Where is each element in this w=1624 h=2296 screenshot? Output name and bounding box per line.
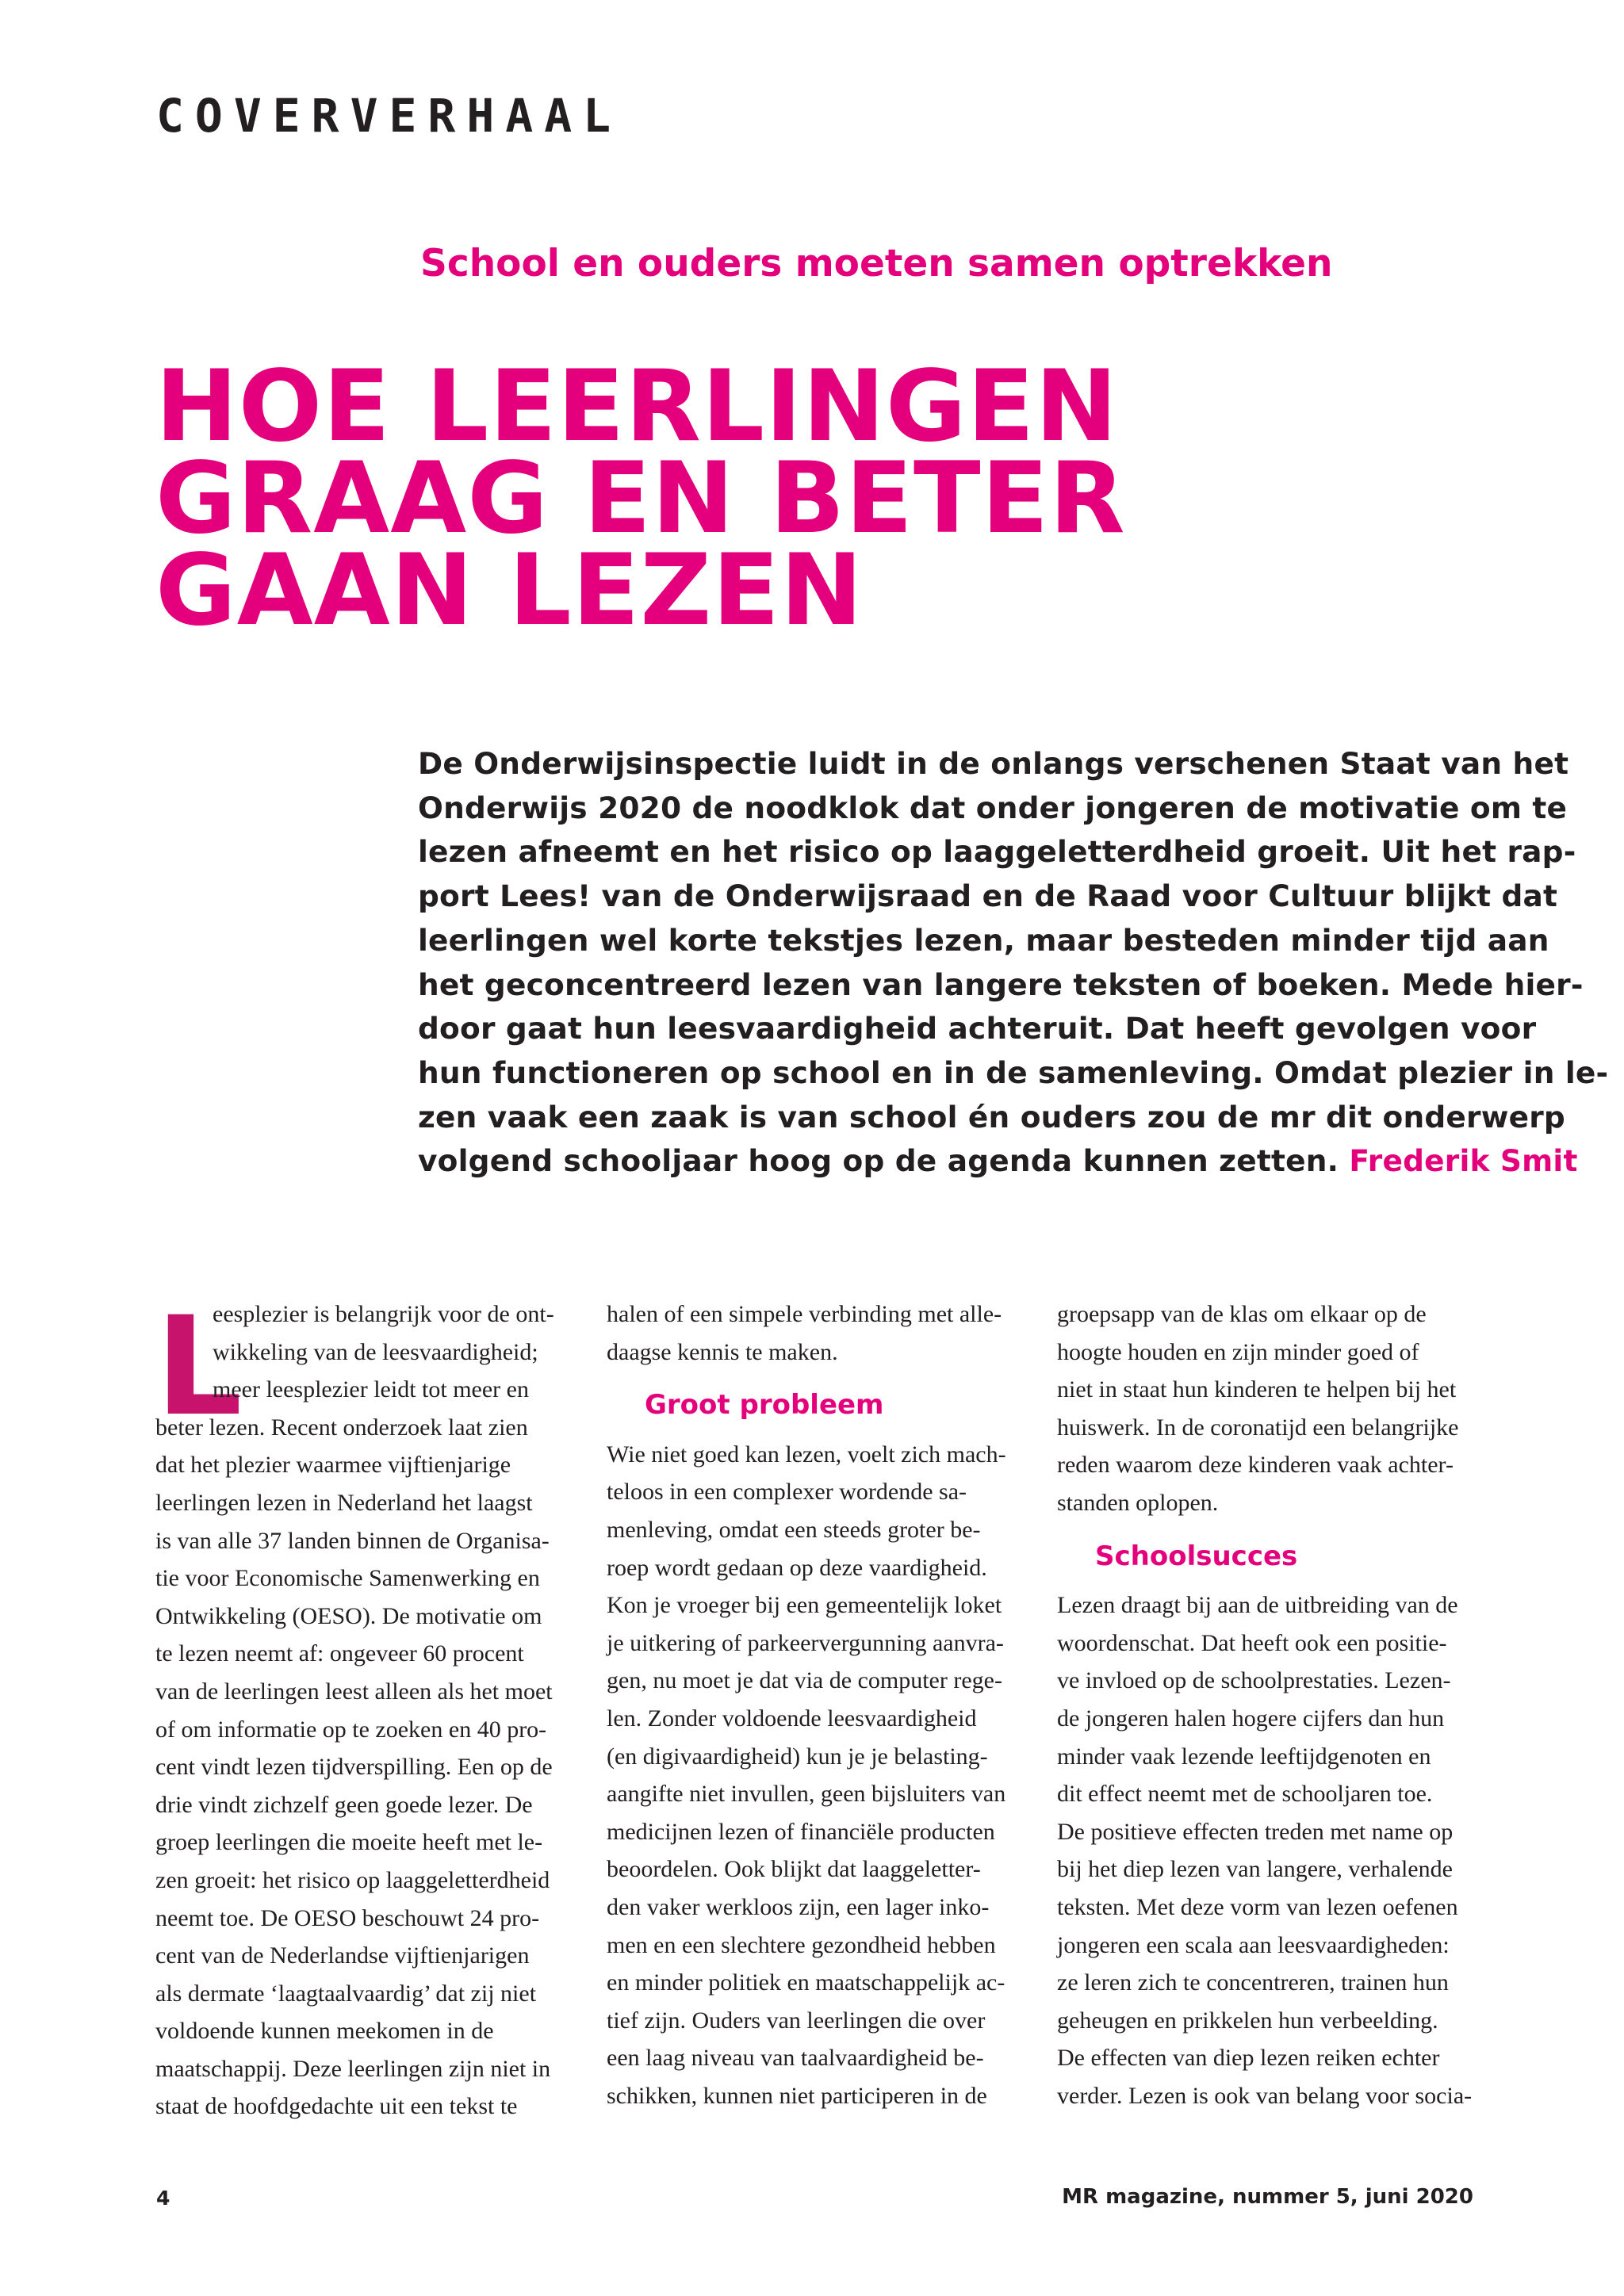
body-line: Wie niet goed kan lezen, voelt zich mach- [607, 1441, 1006, 1468]
section-heading: Groot probleem [645, 1389, 884, 1422]
body-line: len. Zonder voldoende leesvaardigheid [607, 1705, 977, 1732]
body-line: beter lezen. Recent onderzoek laat zien [155, 1414, 528, 1441]
body-line: bij het diep lezen van langere, verhalende [1057, 1856, 1453, 1883]
body-line: gen, nu moet je dat via de computer rege- [607, 1667, 1002, 1694]
body-line: wikkeling van de leesvaardigheid; [213, 1338, 538, 1365]
body-line: De positieve effecten treden met name op [1057, 1818, 1454, 1845]
lead-line [418, 1139, 1578, 1184]
body-line: als dermate ‘laagtaalvaardig’ dat zij niet [155, 1980, 537, 2007]
body-line: den vaker werkloos zijn, een lager inko- [607, 1893, 990, 1920]
body-line: roep wordt gedaan op deze vaardigheid. [607, 1554, 987, 1581]
body-line: minder vaak lezende leeftijdgenoten en [1057, 1743, 1431, 1770]
body-line: woordenschat. Dat heeft ook een positie- [1057, 1629, 1447, 1656]
body-line: schikken, kunnen niet participeren in de [607, 2082, 987, 2109]
lead-line: Onderwijs 2020 de noodklok dat onder jongeren de motivatie om te [418, 790, 1568, 825]
body-line: huiswerk. In de coronatijd een belangrijke [1057, 1414, 1459, 1441]
body-column-1 [155, 1287, 554, 2126]
body-line: maatschappij. Deze leerlingen zijn niet in [155, 2055, 551, 2082]
body-line: groepsapp van de klas om elkaar op de [1057, 1301, 1427, 1327]
body-line: cent van de Nederlandse vijftienjarigen [155, 1942, 530, 1969]
lead-line: zen vaak een zaak is van school én ouders zou de mr dit onderwerp [418, 1099, 1565, 1135]
body-line: een laag niveau van taalvaardigheid be- [607, 2045, 984, 2072]
body-line: zen groeit: het risico op laaggeletterdheid [155, 1866, 550, 1893]
lead-last-text: volgend schooljaar hoog op de agenda kunnen zetten. [418, 1143, 1339, 1179]
body-line: menleving, omdat een steeds groter be- [607, 1516, 981, 1543]
body-line: Lezen draagt bij aan de uitbreiding van de [1057, 1592, 1458, 1619]
body-line: te lezen neemt af: ongeveer 60 procent [155, 1640, 524, 1667]
body-line: van de leerlingen leest alleen als het moet [155, 1678, 553, 1705]
body-line: neemt toe. De OESO beschouwt 24 pro- [155, 1904, 540, 1931]
body-line: medicijnen lezen of financiële producten [607, 1818, 995, 1845]
author-name: Frederik Smit [1349, 1143, 1578, 1179]
section-heading: Schoolsucces [1095, 1540, 1298, 1572]
body-line: cent vindt lezen tijdverspilling. Een op de [155, 1754, 553, 1781]
lead-paragraph [418, 742, 1609, 1184]
drop-cap: L [155, 1287, 243, 1446]
body-line: drie vindt zichzelf geen goede lezer. De [155, 1791, 533, 1818]
body-line: Kon je vroeger bij een gemeentelijk loket [607, 1592, 1002, 1619]
body-line: voldoende kunnen meekomen in de [155, 2018, 494, 2045]
body-line: verder. Lezen is ook van belang voor socia- [1057, 2082, 1473, 2109]
body-line: of om informatie op te zoeken en 40 pro- [155, 1716, 547, 1743]
article-headline [155, 350, 1126, 648]
body-line: hoogte houden en zijn minder goed of [1057, 1338, 1419, 1365]
page-number: 4 [156, 2187, 170, 2210]
body-line: is van alle 37 landen binnen de Organisa- [155, 1527, 550, 1554]
body-line: De effecten van diep lezen reiken echter [1057, 2045, 1440, 2072]
article-subtitle: School en ouders moeten samen optrekken [420, 242, 1333, 285]
section-kicker: COVERVERHAAL [156, 89, 622, 143]
lead-line: port Lees! van de Onderwijsraad en de Raad voor Cultuur blijkt dat [418, 878, 1558, 914]
body-line: tief zijn. Ouders van leerlingen die over [607, 2007, 986, 2034]
lead-line: het geconcentreerd lezen van langere teksten of boeken. Mede hier- [418, 966, 1584, 1002]
body-column-2 [607, 1295, 1006, 2114]
body-line: je uitkering of parkeervergunning aanvra- [607, 1629, 1004, 1656]
body-line: beoordelen. Ook blijkt dat laaggeletter- [607, 1856, 981, 1883]
body-line: niet in staat hun kinderen te helpen bij het [1057, 1376, 1457, 1403]
body-line: tie voor Economische Samenwerking en [155, 1565, 540, 1592]
body-line: reden waarom deze kinderen vaak achter- [1057, 1452, 1454, 1479]
body-line: dat het plezier waarmee vijftienjarige [155, 1452, 511, 1479]
headline-line: HOE LEERLINGEN [155, 350, 1119, 464]
body-line: ze leren zich te concentreren, trainen hun [1057, 1969, 1449, 1996]
body-line: meer leesplezier leidt tot meer en [213, 1376, 529, 1403]
body-line: jongeren een scala aan leesvaardigheden: [1057, 1931, 1450, 1958]
body-line: teksten. Met deze vorm van lezen oefenen [1057, 1893, 1458, 1920]
body-line: en minder politiek en maatschappelijk ac- [607, 1969, 1005, 1996]
body-line: aangifte niet invullen, geen bijsluiters van [607, 1781, 1006, 1808]
lead-line: lezen afneemt en het risico op laaggeletterdheid groeit. Uit het rap- [418, 834, 1576, 870]
body-line: halen of een simpele verbinding met alle- [607, 1301, 1002, 1327]
body-line: daagse kennis te maken. [607, 1338, 838, 1365]
headline-line: GAAN LEZEN [155, 534, 864, 648]
body-column-3 [1057, 1295, 1473, 2114]
body-line: Ontwikkeling (OESO). De motivatie om [155, 1602, 542, 1629]
body-line: teloos in een complexer wordende sa- [607, 1479, 967, 1506]
body-line: (en digivaardigheid) kun je je belasting- [607, 1743, 988, 1770]
lead-line: door gaat hun leesvaardigheid achteruit. Dat heeft gevolgen voor [418, 1011, 1537, 1047]
lead-line: De Onderwijsinspectie luidt in de onlangs verschenen Staat van het [418, 746, 1569, 781]
body-line: men en een slechtere gezondheid hebben [607, 1931, 996, 1958]
body-line: groep leerlingen die moeite heeft met le- [155, 1829, 543, 1856]
lead-line: leerlingen wel korte tekstjes lezen, maar besteden minder tijd aan [418, 922, 1549, 958]
body-line: leerlingen lezen in Nederland het laagst [155, 1489, 533, 1516]
body-line: geheugen en prikkelen hun verbeelding. [1057, 2007, 1438, 2034]
body-line: dit effect neemt met de schooljaren toe. [1057, 1781, 1433, 1808]
body-line: staat de hoofdgedachte uit een tekst te [155, 2093, 518, 2120]
publication-footer: MR magazine, nummer 5, juni 2020 [1062, 2185, 1473, 2209]
headline-line: GRAAG EN BETER [155, 442, 1126, 556]
lead-line: hun functioneren op school en in de samenleving. Omdat plezier in le- [418, 1054, 1609, 1090]
body-line: de jongeren halen hogere cijfers dan hun [1057, 1705, 1445, 1732]
body-line: standen oplopen. [1057, 1489, 1219, 1516]
body-line: eesplezier is belangrijk voor de ont- [213, 1301, 554, 1327]
body-line: ve invloed op de schoolprestaties. Lezen- [1057, 1667, 1451, 1694]
